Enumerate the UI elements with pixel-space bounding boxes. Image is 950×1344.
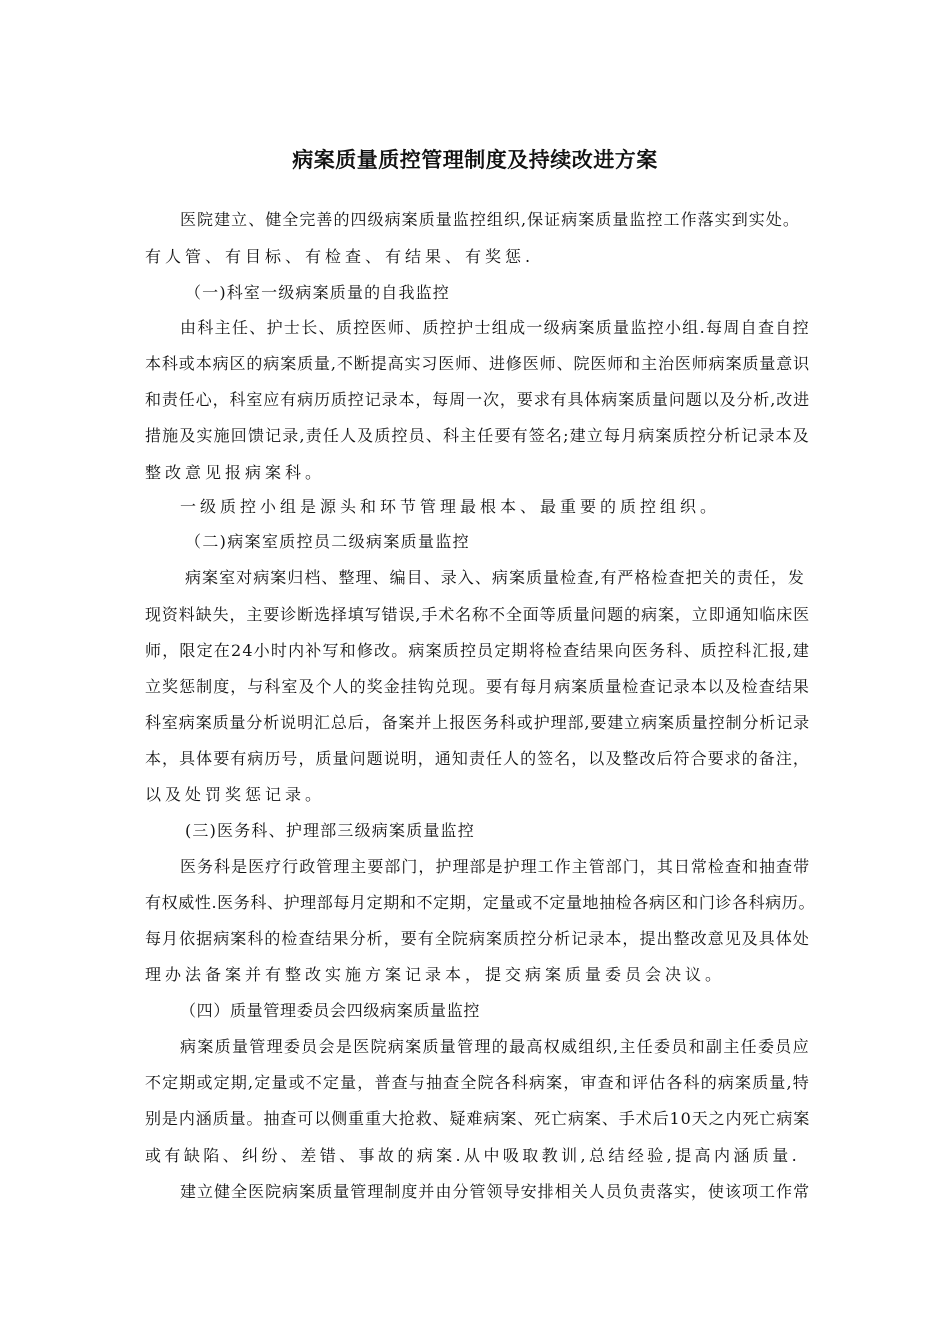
paragraph-intro-line-2: 有人管、有目标、有检查、有结果、有奖惩. xyxy=(145,247,535,266)
section-1-note: 一级质控小组是源头和环节管理最根本、最重要的质控组织。 xyxy=(180,497,721,516)
section-3-line-4: 理办法备案并有整改实施方案记录本，提交病案质量委员会决议。 xyxy=(145,965,726,984)
section-4-line-4: 或有缺陷、纠纷、差错、事故的病案.从中吸取教训,总结经验,提高内涵质量. xyxy=(145,1146,801,1165)
section-2-line-5: 科室病案质量分析说明汇总后，备案并上报医务科或护理部,要建立病案质量控制分析记录 xyxy=(145,713,811,732)
section-1-line-2: 本科或本病区的病案质量,不断提高实习医师、进修医师、院医师和主治医师病案质量意识 xyxy=(145,354,811,373)
section-2-line-3: 师，限定在24小时内补写和修改。病案质控员定期将检查结果向医务科、质控科汇报,建 xyxy=(145,641,811,660)
section-heading-3: (三)医务科、护理部三级病案质量监控 xyxy=(185,821,475,840)
section-2-line-2: 现资料缺失，主要诊断选择填写错误,手术名称不全面等质量问题的病案，立即通知临床医 xyxy=(145,605,811,624)
section-2-line-1: 病案室对病案归档、整理、编目、录入、病案质量检查,有严格检查把关的责任，发 xyxy=(185,568,805,587)
section-3-line-2: 有权威性.医务科、护理部每月定期和不定期，定量或不定量地抽检各病区和门诊各科病历。 xyxy=(145,893,816,912)
section-4-line-1: 病案质量管理委员会是医院病案质量管理的最高权威组织,主任委员和副主任委员应 xyxy=(180,1037,810,1056)
section-3-line-1: 医务科是医疗行政管理主要部门，护理部是护理工作主管部门，其日常检查和抽查带 xyxy=(180,857,811,876)
section-4-line-2: 不定期或定期,定量或不定量，普查与抽查全院各科病案，审查和评估各科的病案质量,特 xyxy=(145,1073,810,1092)
section-2-line-6: 本，具体要有病历号，质量问题说明，通知责任人的签名，以及整改后符合要求的备注， xyxy=(145,749,810,768)
section-heading-2: （二)病案室质控员二级病案质量监控 xyxy=(185,532,471,551)
section-heading-1: （一)科室一级病案质量的自我监控 xyxy=(185,283,450,302)
section-1-line-1: 由科主任、护士长、质控医师、质控护士组成一级病案质量监控小组.每周自查自控 xyxy=(180,318,810,337)
section-3-line-3: 每月依据病案科的检查结果分析，要有全院病案质控分析记录本，提出整改意见及具体处 xyxy=(145,929,810,948)
section-heading-4: （四）质量管理委员会四级病案质量监控 xyxy=(180,1001,481,1020)
document-title: 病案质量质控管理制度及持续改进方案 xyxy=(292,147,658,172)
closing-line-1: 建立健全医院病案质量管理制度并由分管领导安排相关人员负责落实，使该项工作常 xyxy=(180,1182,811,1201)
section-4-line-3: 别是内涵质量。抽查可以侧重重大抢救、疑难病案、死亡病案、手术后10天之内死亡病案 xyxy=(145,1109,811,1128)
section-1-line-4: 措施及实施回馈记录,责任人及质控员、科主任要有签名;建立每月病案质控分析记录本及 xyxy=(145,426,810,445)
section-2-line-4: 立奖惩制度，与科室及个人的奖金挂钩兑现。要有每月病案质量检查记录本以及检查结果 xyxy=(145,677,810,696)
section-1-line-5: 整改意见报病案科。 xyxy=(145,463,326,482)
paragraph-intro-line-1: 医院建立、健全完善的四级病案质量监控组织,保证病案质量监控工作落实到实处。 xyxy=(180,210,800,229)
section-1-line-3: 和责任心，科室应有病历质控记录本，每周一次，要求有具体病案质量问题以及分析,改进 xyxy=(145,390,811,409)
section-2-line-7: 以及处罚奖惩记录。 xyxy=(145,785,326,804)
